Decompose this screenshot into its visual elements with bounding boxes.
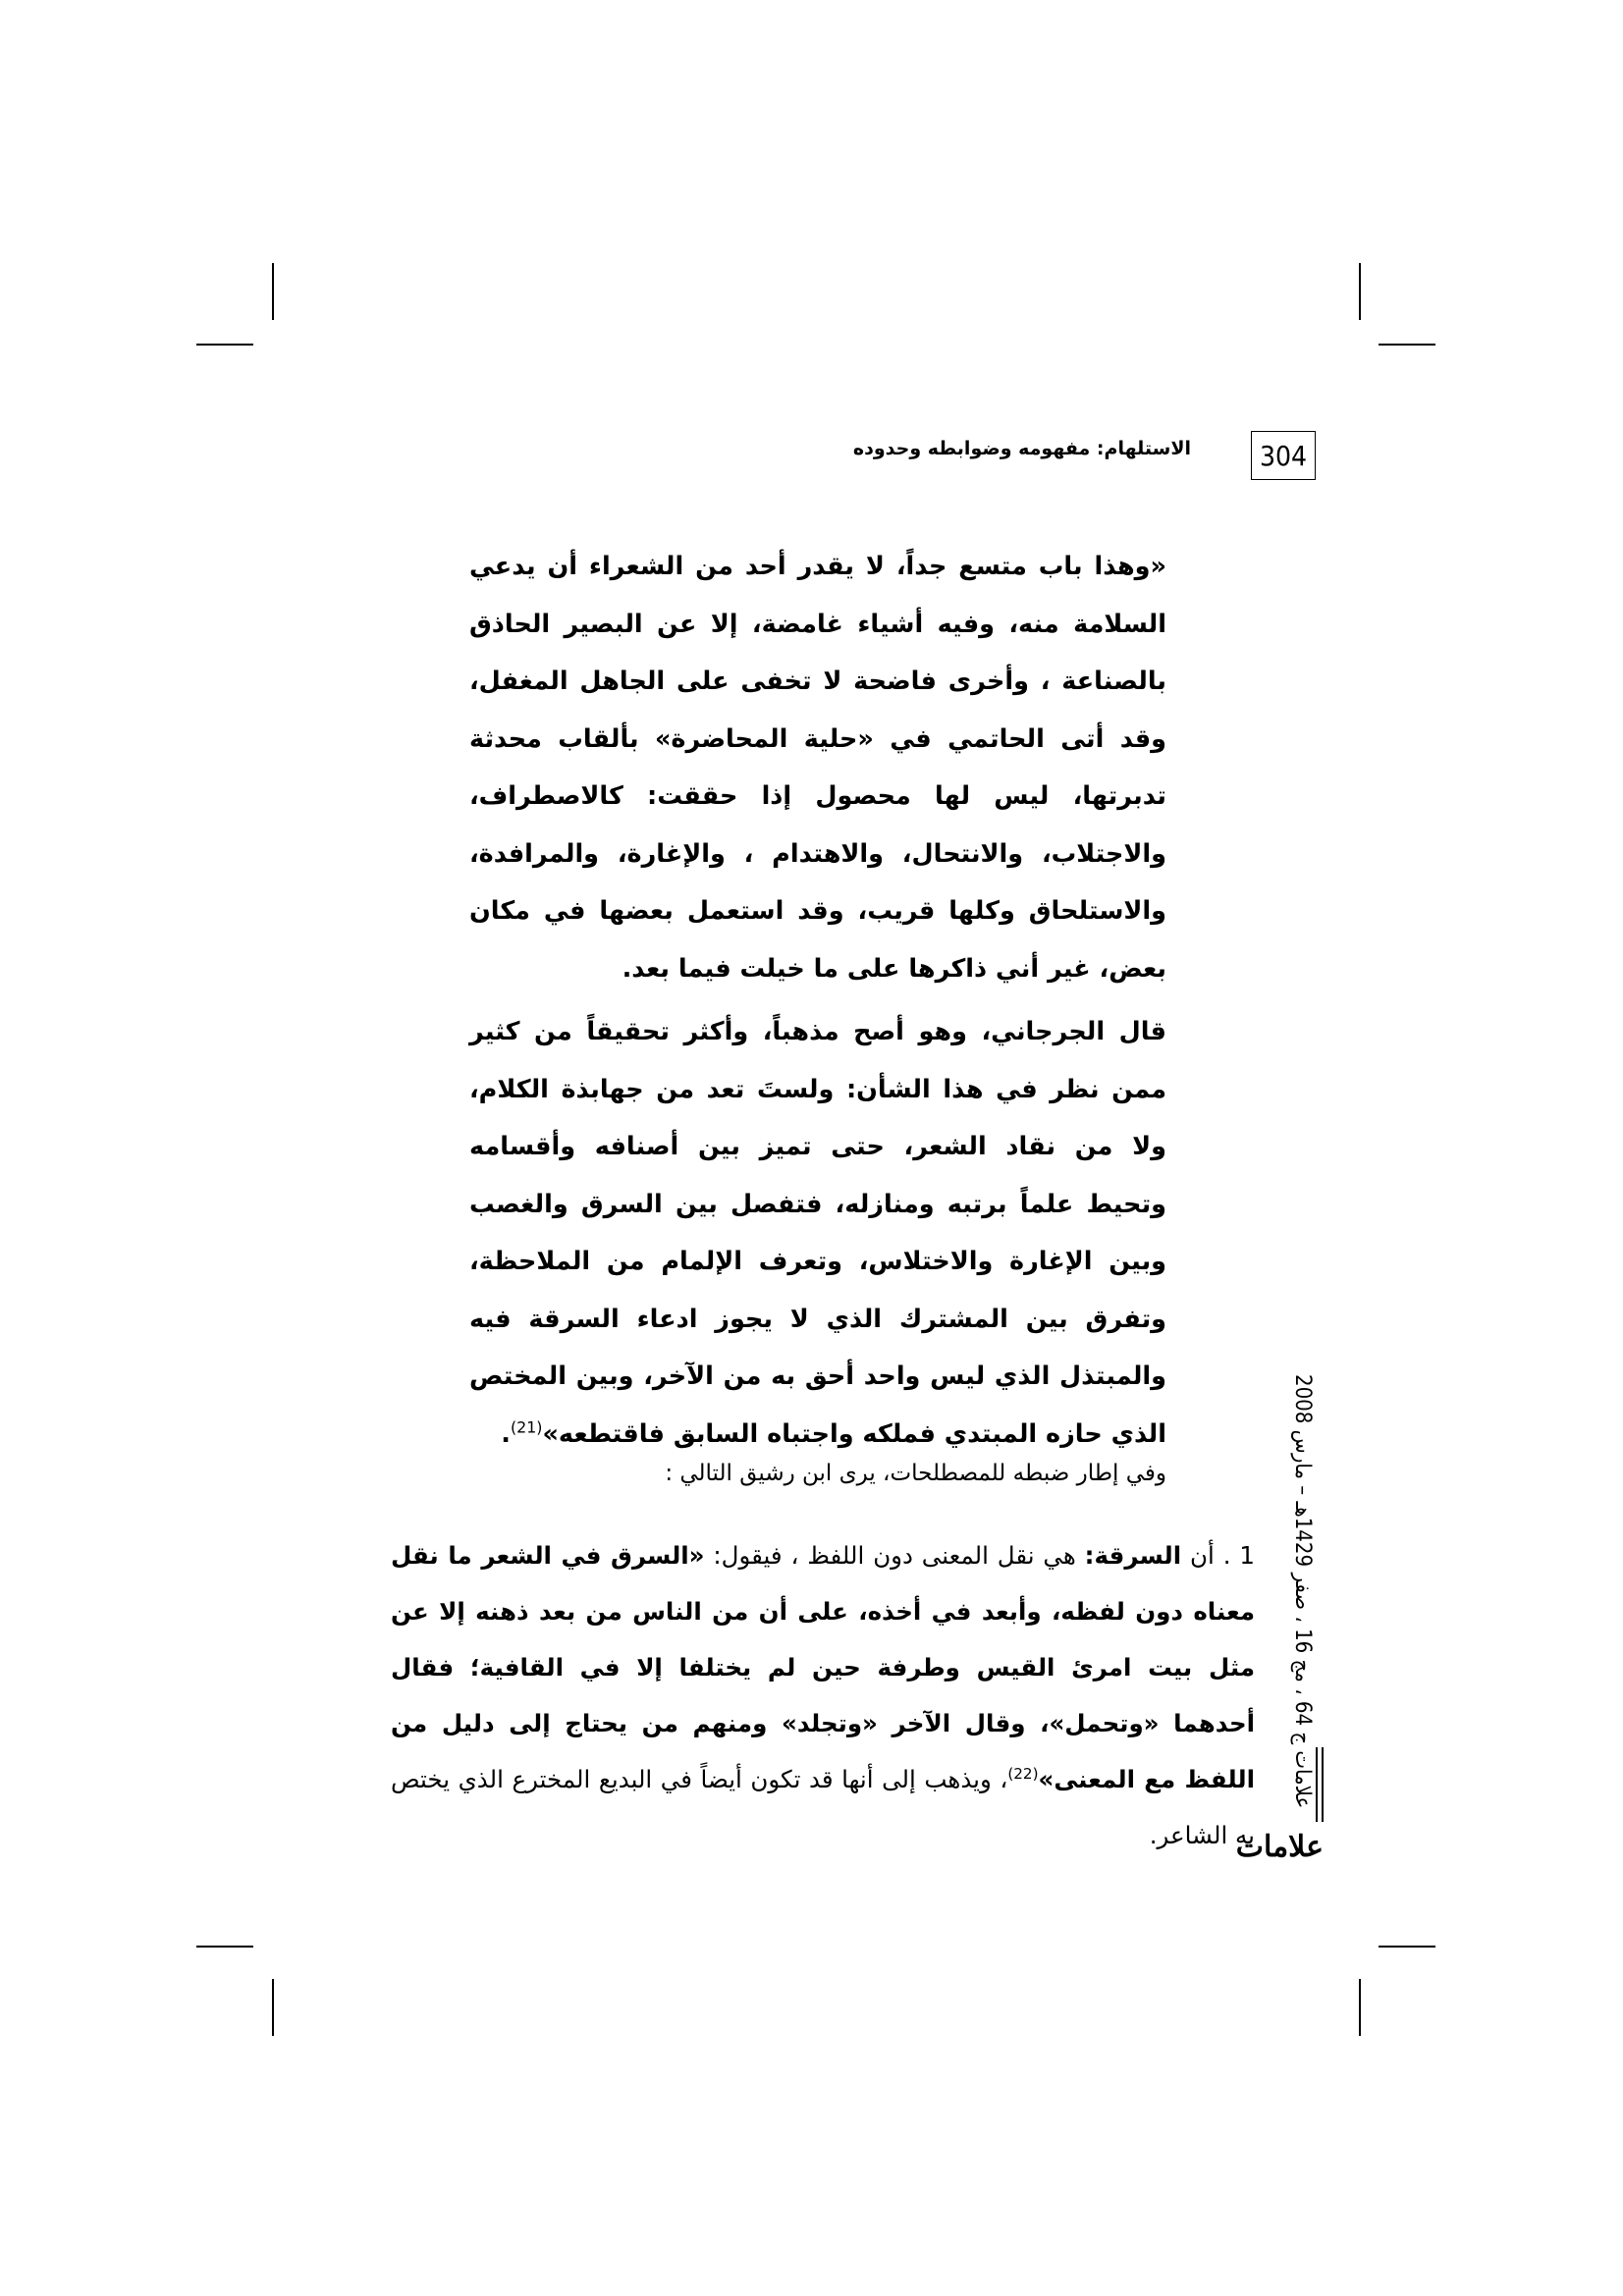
quote-end: . xyxy=(501,1418,511,1449)
side-rule xyxy=(1316,1747,1318,1822)
crop-mark xyxy=(1359,1979,1361,2036)
item-term: السرقة: xyxy=(1084,1541,1182,1570)
item-lead: أن xyxy=(1190,1541,1215,1570)
crop-mark xyxy=(1379,344,1435,346)
journal-logo: علامات xyxy=(1235,1830,1324,1864)
quote-text: «وهذا باب متسع جداً، لا يقدر أحد من الشعراء أن يدعي السلامة منه، وفيه أشياء غامضة، إلا عن البصير الحاذق بالصناعة ، وأخرى فاضحة لا تخفى على الجاهل المغفل، وقد أتى الحاتمي في «حلية المحاضرة» بألقاب محدثة تدبرتها، ليس لها محصول إذا حققت: كالاصطراف، والاجتلاب، والانتحال، والاهتدام ، والإغارة، والمرافدة، والاستلحاق وكلها قريب، وقد استعمل بعضها في مكان بعض، غير أني ذاكرها على ما خيلت فيما بعد. xyxy=(469,552,1166,984)
running-title: الاستلهام: مفهومه وضوابطه وحدوده xyxy=(852,438,1191,459)
footnote-ref-21: (21) xyxy=(510,1417,543,1436)
side-rule xyxy=(1322,1747,1324,1822)
list-item-1 xyxy=(391,1527,1255,1863)
quote-paragraph-1 xyxy=(469,538,1166,997)
crop-mark xyxy=(196,1946,253,1948)
item-definition: هي نقل المعنى دون اللفظ ، فيقول: xyxy=(713,1541,1076,1570)
item-quote: «السرق في الشعر ما نقل معناه دون لفظه، وأبعد في أخذه، على أن من الناس من بعد ذهنه إلا عن مثل بيت امرئ القيس وطرفة حين لم يختلفا إلا في القافية؛ فقال أحدهما «وتحمل»، وقال الآخر «وتجلد» ومنهم من يحتاج إلى دليل من اللفظ مع المعنى» xyxy=(391,1541,1255,1793)
crop-mark xyxy=(1359,263,1361,320)
crop-mark xyxy=(272,263,274,320)
footnote-ref-22: (22) xyxy=(1007,1764,1039,1783)
quote-paragraph-2 xyxy=(469,1003,1166,1463)
page-number: 304 xyxy=(1251,431,1316,480)
item-number: 1 . xyxy=(1222,1541,1255,1570)
journal-citation: علامات ج 64 ، مج 16 ، صفر 1429هـ – مارس 2008 xyxy=(1290,1373,1315,1808)
item-rest: ، ويذهب إلى أنها قد تكون أيضاً في البديع المخترع الذي يختص به الشاعر. xyxy=(391,1765,1255,1849)
intro-paragraph: وفي إطار ضبطه للمصطلحات، يرى ابن رشيق التالي : xyxy=(665,1461,1166,1486)
crop-mark xyxy=(272,1979,274,2036)
quote-text: قال الجرجاني، وهو أصح مذهباً، وأكثر تحقيقاً من كثير ممن نظر في هذا الشأن: ولستَ تعد من جهابذة الكلام، ولا من نقاد الشعر، حتى تميز بين أصنافه وأقسامه وتحيط علماً برتبه ومنازله، فتفصل بين السرق والغصب وبين الإغارة والاختلاس، وتعرف الإلمام من الملاحظة، وتفرق بين المشترك الذي لا يجوز ادعاء السرقة فيه والمبتذل الذي ليس واحد أحق به من الآخر، وبين المختص الذي حازه المبتدي فملكه واجتباه السابق فاقتطعه» xyxy=(469,1017,1166,1449)
crop-mark xyxy=(1379,1946,1435,1948)
crop-mark xyxy=(196,344,253,346)
